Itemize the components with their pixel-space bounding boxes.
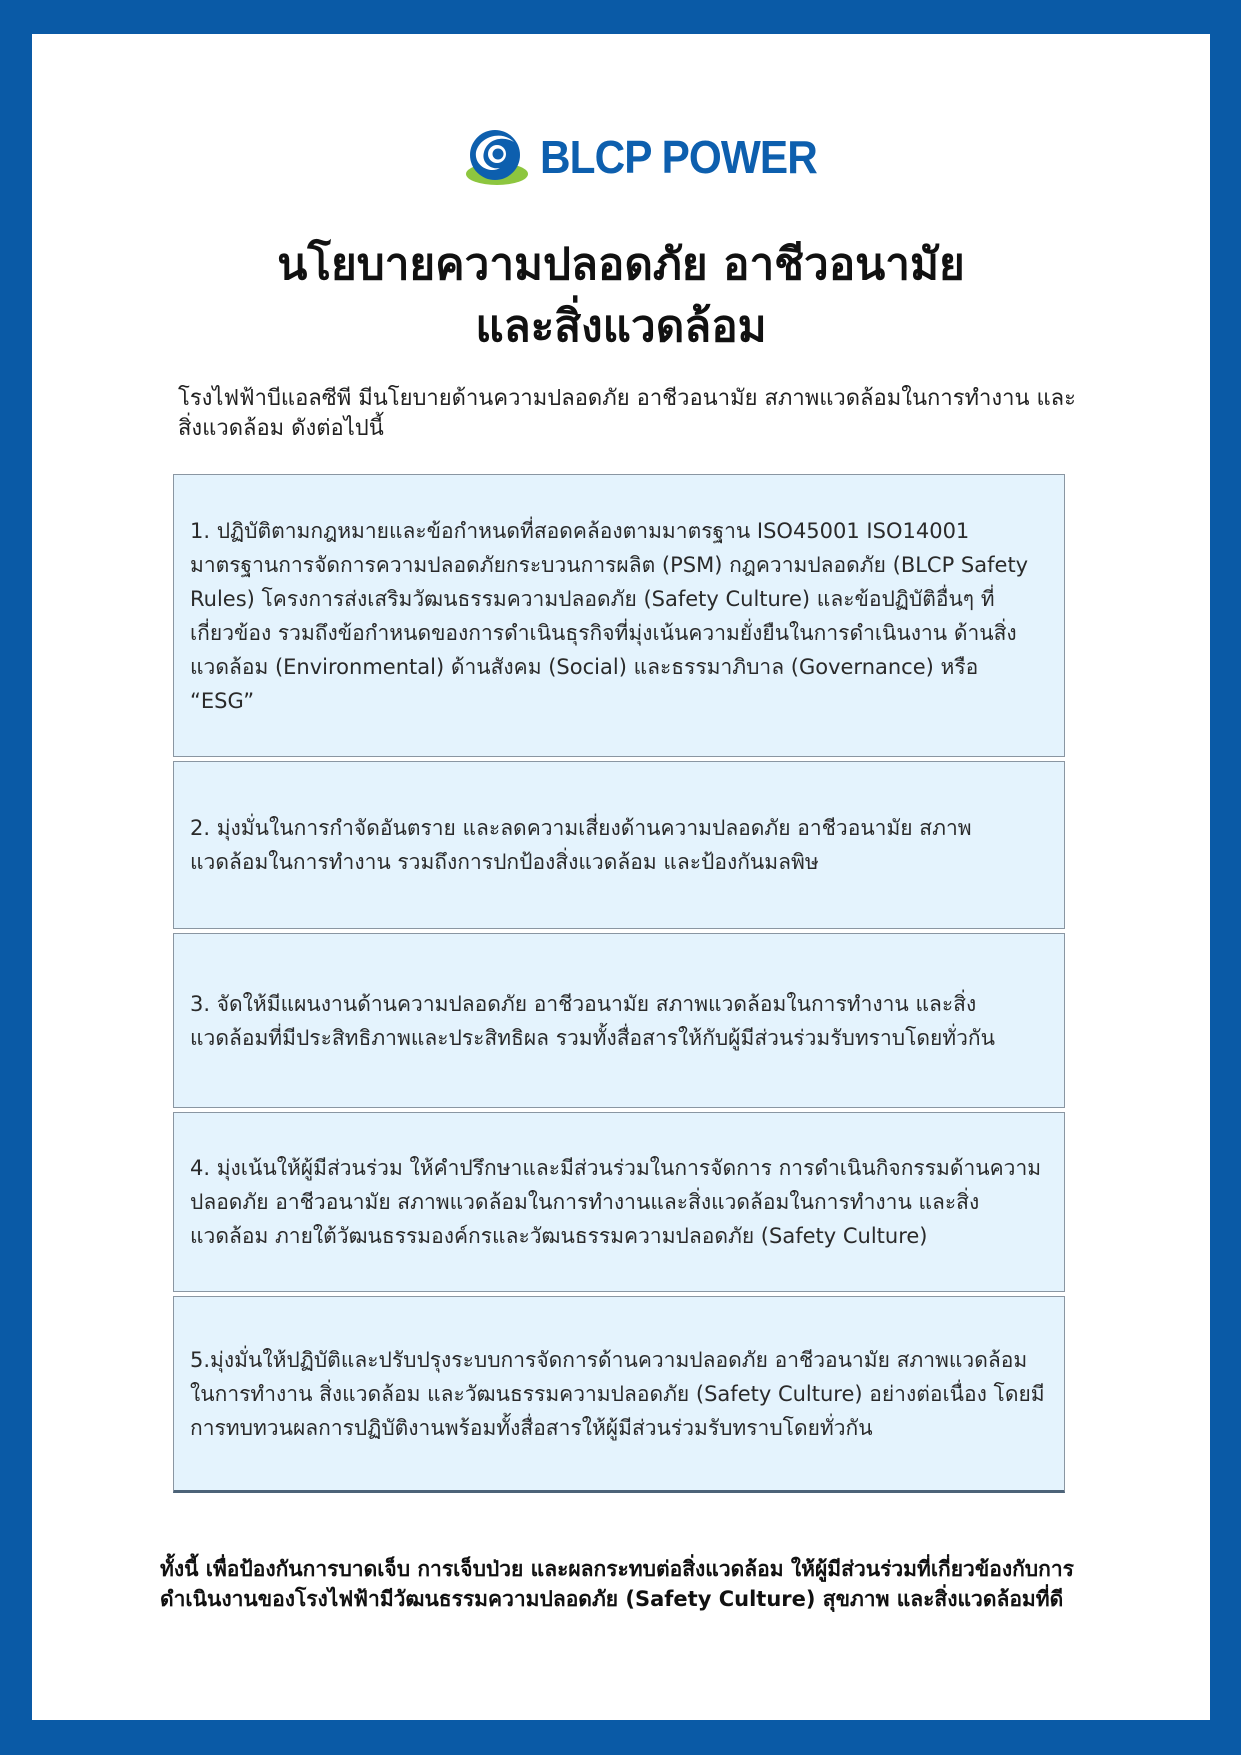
policy-sheet [32, 34, 1210, 1720]
policy-item-4 [173, 1112, 1065, 1292]
title-line-1: นโยบายความปลอดภัย อาชีวอนามัย [277, 239, 965, 290]
policy-item-3 [173, 933, 1065, 1108]
blcp-emblem-icon [462, 122, 532, 192]
policy-item-2 [173, 761, 1065, 929]
logo-wordmark: BLCP POWER [540, 131, 817, 183]
policy-item-5 [173, 1296, 1065, 1493]
policy-item-text: 2. มุ่งมั่นในการกำจัดอันตราย และลดความเสี่ยงด้านความปลอดภัย อาชีวอนามัย สภาพแวดล้อมในการทำงาน รวมถึงการปกป้องสิ่งแวดล้อม และป้องกันมลพิษ [190, 816, 972, 874]
policy-item-text: 1. ปฏิบัติตามกฎหมายและข้อกำหนดที่สอดคล้องตามมาตรฐาน ISO45001 ISO14001 มาตรฐานการจัดการความปลอดภัยกระบวนการผลิต (PSM) กฎความปลอดภัย (BLCP Safety Rules) โครงการส่งเสริมวัฒนธรรมความปลอดภัย (Safety Culture) และข้อปฏิบัติอื่นๆ ที่เกี่ยวข้อง รวมถึงข้อกำหนดของการดำเนินธุรกิจที่มุ่งเน้นความยั่งยืนในการดำเนินงาน ด้านสิ่งแวดล้อม (Environmental) ด้านสังคม (Social) และธรรมาภิบาล (Governance) หรือ “ESG” [190, 518, 1029, 713]
policy-item-1 [173, 474, 1065, 757]
title-line-2: และสิ่งแวดล้อม [475, 301, 767, 352]
policy-item-text: 5.มุ่งมั่นให้ปฏิบัติและปรับปรุงระบบการจัดการด้านความปลอดภัย อาชีวอนามัย สภาพแวดล้อมในการทำงาน สิ่งแวดล้อม และวัฒนธรรมความปลอดภัย (Safety Culture) อย่างต่อเนื่อง โดยมีการทบทวนผลการปฏิบัติงานพร้อมทั้งสื่อสารให้ผู้มีส่วนร่วมรับทราบโดยทั่วกัน [190, 1347, 1045, 1440]
policy-item-text: 3. จัดให้มีแผนงานด้านความปลอดภัย อาชีวอนามัย สภาพแวดล้อมในการทำงาน และสิ่งแวดล้อมที่มีประสิทธิภาพและประสิทธิผล รวมทั้งสื่อสารให้กับผู้มีส่วนร่วมรับทราบโดยทั่วกัน [190, 991, 995, 1050]
closing-statement: ทั้งนี้ เพื่อป้องกันการบาดเจ็บ การเจ็บป่วย และผลกระทบต่อสิ่งแวดล้อม ให้ผู้มีส่วนร่วมที่เกี่ยวข้องกับการดำเนินงานของโรงไฟฟ้ามีวัฒนธรรมความปลอดภัย (Safety Culture) สุขภาพ และสิ่งแวดล้อมที่ดี [160, 1557, 1074, 1611]
intro-text: โรงไฟฟ้าบีแอลซีพี มีนโยบายด้านความปลอดภัย อาชีวอนามัย สภาพแวดล้อมในการทำงาน และสิ่งแวดล้อม ดังต่อไปนี้ [178, 386, 1076, 441]
company-logo [462, 122, 841, 192]
policy-item-text: 4. มุ่งเน้นให้ผู้มีส่วนร่วม ให้คำปรึกษาและมีส่วนร่วมในการจัดการ การดำเนินกิจกรรมด้านความปลอดภัย อาชีวอนามัย สภาพแวดล้อมในการทำงานและสิ่งแวดล้อมในการทำงาน และสิ่งแวดล้อม ภายใต้วัฒนธรรมองค์กรและวัฒนธรรมความปลอดภัย (Safety Culture) [190, 1156, 1042, 1248]
page-title [32, 234, 1210, 358]
